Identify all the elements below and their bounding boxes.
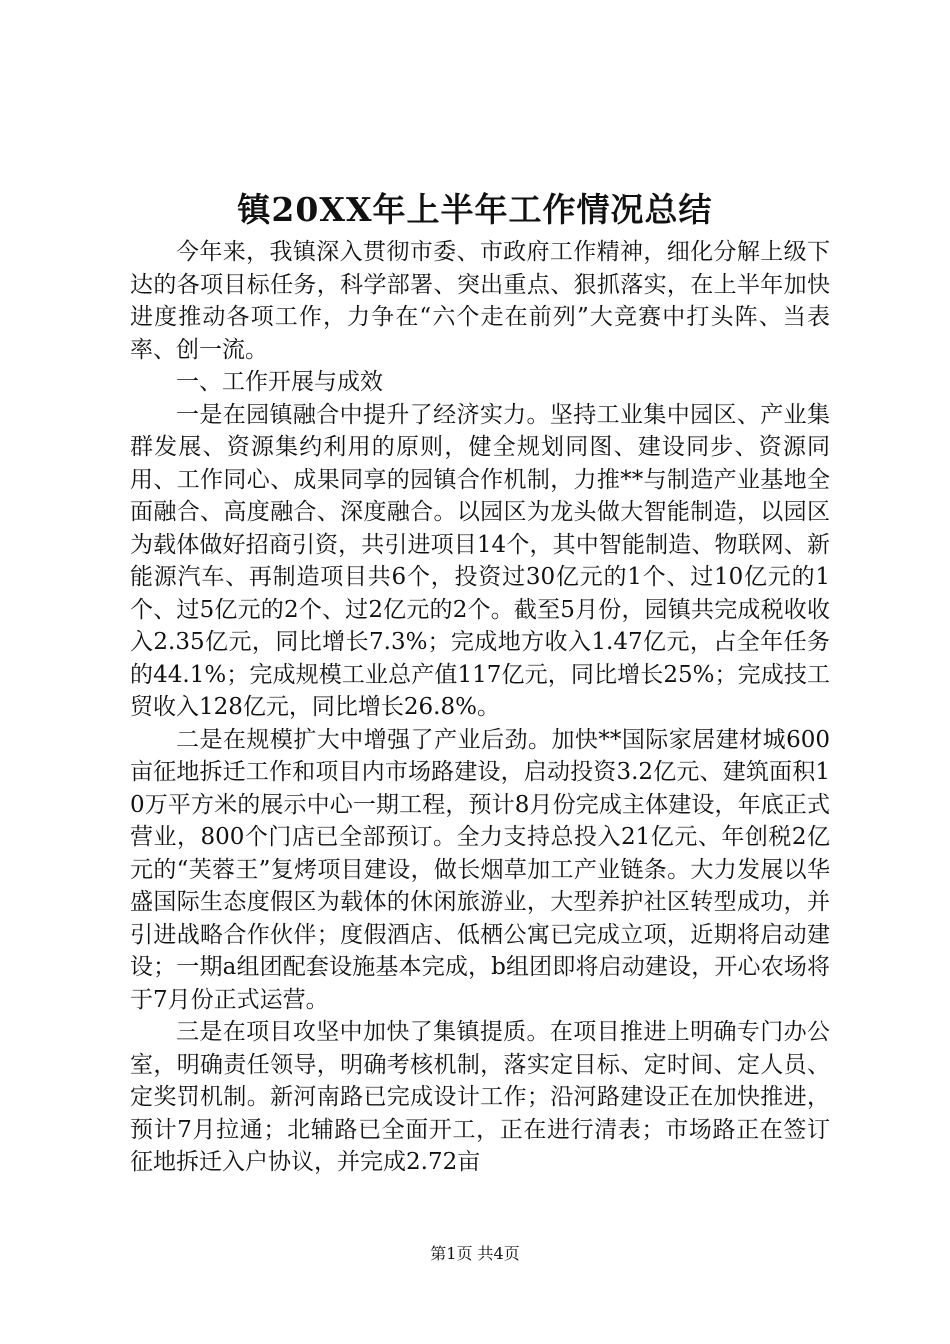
document-body: [130, 236, 830, 1179]
section-heading: 一、工作开展与成效: [176, 369, 383, 395]
paragraph-projects: 三是在项目攻坚中加快了集镇提质。在项目推进上明确专门办公室，明确责任领导，明确考核机制，落实定目标、定时间、定人员、定奖罚机制。新河南路已完成设计工作；沿河路建设正在加快推进，预计7月拉通；北辅路已全面开工，正在进行清表；市场路正在签订征地拆迁入户协议，并完成2.72亩: [130, 1019, 830, 1175]
document-title: 镇20XX年上半年工作情况总结: [237, 190, 713, 229]
paragraph-industry: 二是在规模扩大中增强了产业后劲。加快**国际家居建材城600亩征地拆迁工作和项目内市场路建设，启动投资3.2亿元、建筑面积10万平方米的展示中心一期工程，预计8月份完成主体建设，年底正式营业，800个门店已全部预订。全力支持总投入21亿元、年创税2亿元的“芙蓉王”复烤项目建设，做长烟草加工产业链条。大力发展以华盛国际生态度假区为载体的休闲旅游业，大型养护社区转型成功，并引进战略合作伙伴；度假酒店、低栖公寓已完成立项，近期将启动建设；一期a组团配套设施基本完成，b组团即将启动建设，开心农场将于7月份正式运营。: [130, 726, 830, 1013]
paragraph-economy: 一是在园镇融合中提升了经济实力。坚持工业集中园区、产业集群发展、资源集约利用的原则，健全规划同图、建设同步、资源同用、工作同心、成果同享的园镇合作机制，力推**与制造产业基地全面融合、高度融合、深度融合。以园区为龙头做大智能制造，以园区为载体做好招商引资，共引进项目14个，其中智能制造、物联网、新能源汽车、再制造项目共6个，投资过30亿元的1个、过10亿元的1个、过5亿元的2个、过2亿元的2个。截至5月份，园镇共完成税收收入2.35亿元，同比增长7.3%；完成地方收入1.47亿元，占全年任务的44.1%；完成规模工业总产值117亿元，同比增长25%；完成技工贸收入128亿元，同比增长26.8%。: [130, 401, 830, 720]
paragraph-intro: 今年来，我镇深入贯彻市委、市政府工作精神，细化分解上级下达的各项目标任务，科学部署、突出重点、狠抓落实，在上半年加快进度推动各项工作，力争在“六个走在前列”大竞赛中打头阵、当表率、创一流。: [130, 239, 830, 363]
page-number-footer: 第1页 共4页: [430, 1244, 520, 1263]
